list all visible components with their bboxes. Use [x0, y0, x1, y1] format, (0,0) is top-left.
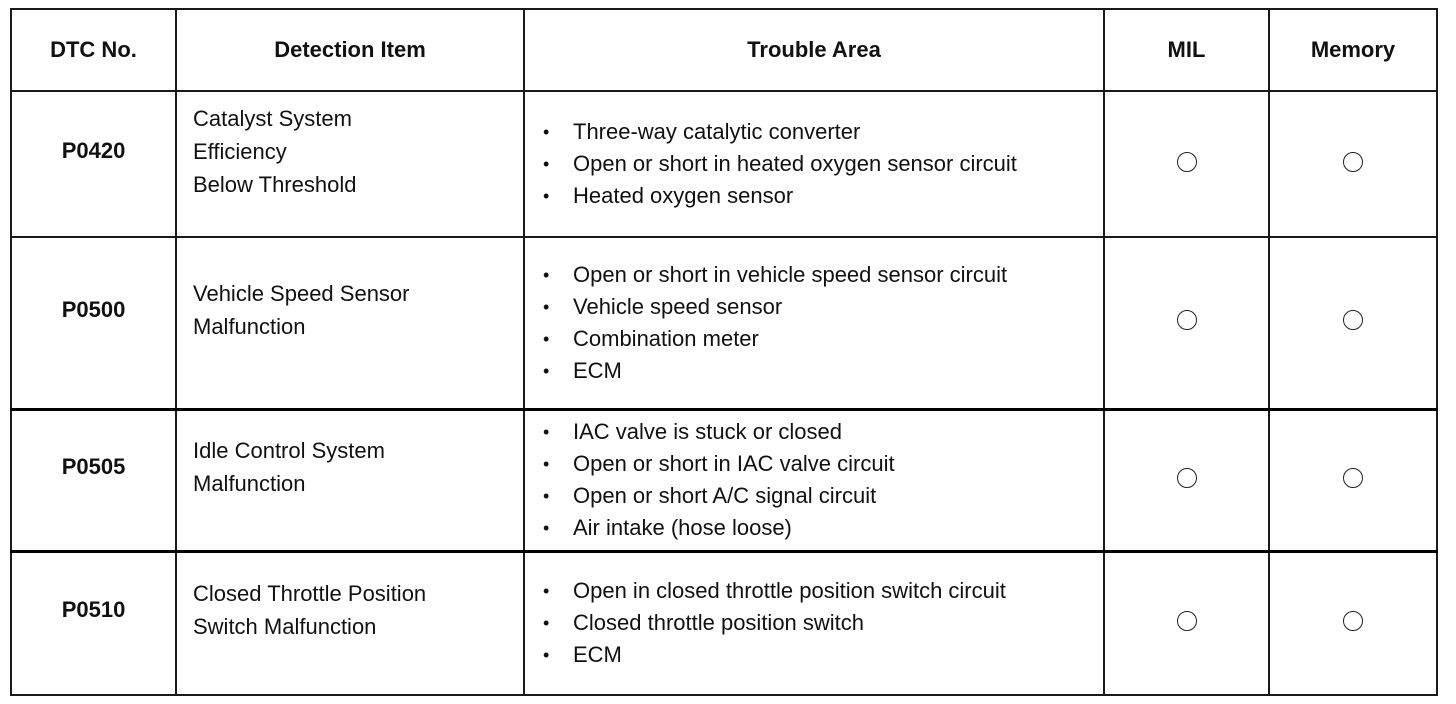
circle-mark-icon	[1343, 152, 1363, 172]
memory-cell	[1269, 551, 1437, 695]
trouble-area	[524, 237, 1104, 409]
bullet-icon: •	[543, 296, 550, 317]
dtc-code: P0510	[11, 551, 176, 695]
trouble-area-text: ECM	[573, 642, 622, 668]
table-row	[11, 237, 1437, 409]
trouble-area-item	[539, 355, 1095, 387]
trouble-area-item	[539, 480, 1095, 512]
trouble-area-text: Open in closed throttle position switch circuit	[573, 578, 1006, 604]
detection-item	[176, 91, 524, 237]
circle-mark-icon	[1177, 310, 1197, 330]
bullet-icon: •	[543, 422, 550, 442]
detection-item	[176, 551, 524, 695]
trouble-area-item	[539, 291, 1095, 323]
bullet-icon: •	[543, 264, 550, 285]
trouble-area-item	[539, 323, 1095, 355]
trouble-area-item	[539, 148, 1095, 180]
trouble-area-item	[539, 639, 1095, 671]
trouble-area-list	[539, 575, 1095, 671]
detection-item-line: Idle Control System	[193, 438, 385, 463]
trouble-area-text: ECM	[573, 357, 622, 383]
detection-item	[176, 409, 524, 551]
detection-item-line: Closed Throttle Position	[193, 581, 427, 607]
header-row	[11, 9, 1437, 91]
bullet-icon: •	[543, 154, 550, 174]
trouble-area-item	[539, 116, 1095, 148]
header-mil: MIL	[1104, 9, 1269, 91]
header-memory: Memory	[1269, 9, 1437, 91]
bullet-icon: •	[543, 613, 550, 634]
dtc-table	[10, 8, 1438, 696]
bullet-icon: •	[543, 518, 550, 538]
trouble-area-text: Closed throttle position switch	[573, 610, 865, 636]
detection-item-line: Efficiency	[193, 138, 287, 164]
table-row	[11, 551, 1437, 695]
mil-cell	[1104, 237, 1269, 409]
table-row	[11, 409, 1437, 551]
trouble-area-item	[539, 416, 1095, 448]
circle-mark-icon	[1177, 152, 1197, 172]
trouble-area-item	[539, 512, 1095, 544]
bullet-icon: •	[543, 581, 550, 602]
trouble-area-text: Vehicle speed sensor	[573, 293, 783, 319]
trouble-area-text: Open or short A/C signal circuit	[573, 483, 877, 508]
trouble-area-list	[539, 116, 1095, 212]
trouble-area	[524, 91, 1104, 237]
detection-item-line: Malfunction	[193, 471, 306, 496]
trouble-area-item	[539, 448, 1095, 480]
dtc-code: P0500	[11, 237, 176, 409]
bullet-icon: •	[543, 360, 550, 381]
trouble-area-item	[539, 259, 1095, 291]
bullet-icon: •	[543, 486, 550, 506]
memory-cell	[1269, 91, 1437, 237]
trouble-area-text: Air intake (hose loose)	[573, 515, 792, 540]
trouble-area-text: Three-way catalytic converter	[573, 119, 861, 144]
trouble-area-item	[539, 575, 1095, 607]
trouble-area-item	[539, 180, 1095, 212]
detection-item-line: Malfunction	[193, 313, 306, 339]
trouble-area	[524, 551, 1104, 695]
header-dtc-no: DTC No.	[11, 9, 176, 91]
detection-item-line: Switch Malfunction	[193, 614, 377, 640]
circle-mark-icon	[1343, 468, 1363, 488]
trouble-area-text: Combination meter	[573, 325, 759, 351]
trouble-area-text: Open or short in IAC valve circuit	[573, 451, 895, 476]
trouble-area-list	[539, 416, 1095, 544]
memory-cell	[1269, 409, 1437, 551]
trouble-area	[524, 409, 1104, 551]
bullet-icon: •	[543, 122, 550, 142]
table-row	[11, 91, 1437, 237]
dtc-code: P0505	[11, 409, 176, 551]
detection-item-line: Vehicle Speed Sensor	[193, 280, 410, 306]
detection-item-line: Catalyst System	[193, 105, 352, 131]
circle-mark-icon	[1177, 611, 1197, 631]
trouble-area-text: Heated oxygen sensor	[573, 183, 794, 208]
bullet-icon: •	[543, 328, 550, 349]
detection-item	[176, 237, 524, 409]
bullet-icon: •	[543, 454, 550, 474]
bullet-icon: •	[543, 645, 550, 666]
header-detection-item: Detection Item	[176, 9, 524, 91]
trouble-area-text: Open or short in heated oxygen sensor circuit	[573, 151, 1017, 176]
circle-mark-icon	[1177, 468, 1197, 488]
mil-cell	[1104, 551, 1269, 695]
trouble-area-text: Open or short in vehicle speed sensor circuit	[573, 261, 1008, 287]
trouble-area-list	[539, 259, 1095, 387]
dtc-code: P0420	[11, 91, 176, 237]
detection-item-line: Below Threshold	[193, 171, 357, 197]
mil-cell	[1104, 409, 1269, 551]
mil-cell	[1104, 91, 1269, 237]
memory-cell	[1269, 237, 1437, 409]
circle-mark-icon	[1343, 310, 1363, 330]
bullet-icon: •	[543, 186, 550, 206]
trouble-area-text: IAC valve is stuck or closed	[573, 419, 842, 444]
circle-mark-icon	[1343, 611, 1363, 631]
trouble-area-item	[539, 607, 1095, 639]
header-trouble-area: Trouble Area	[524, 9, 1104, 91]
